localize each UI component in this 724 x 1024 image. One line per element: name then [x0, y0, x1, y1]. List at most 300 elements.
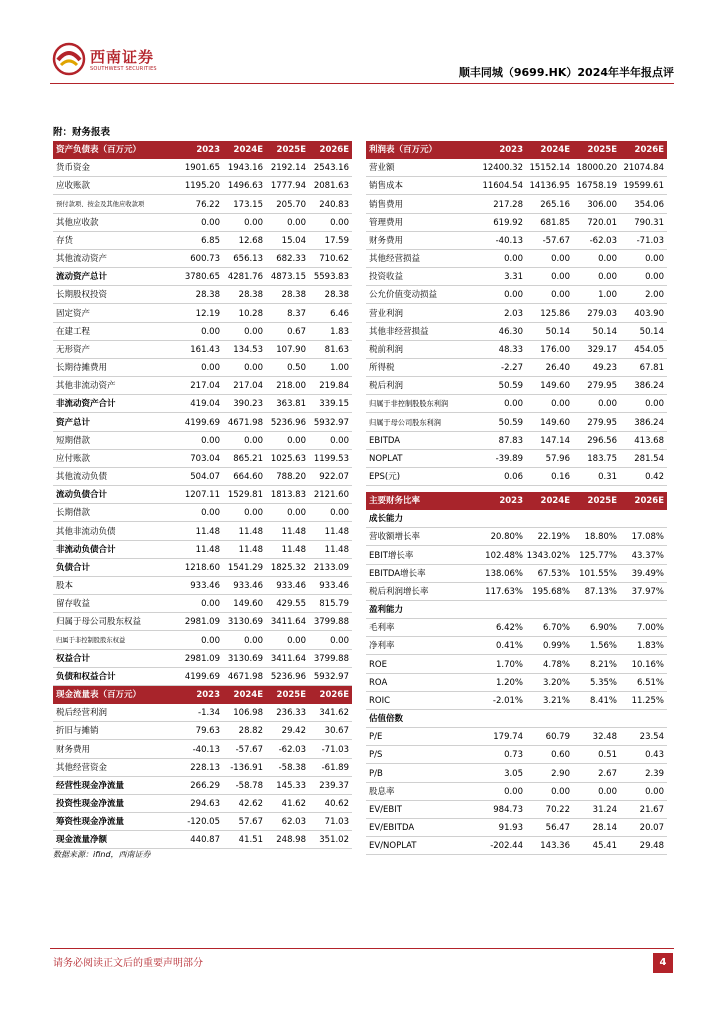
cell-value: 0.00 — [244, 217, 263, 228]
cell-value: 3780.65 — [184, 272, 220, 283]
table-row — [53, 341, 352, 359]
table-row — [53, 196, 352, 214]
cell-value: 17.08% — [631, 532, 664, 543]
cell-value: 22.19% — [537, 532, 570, 543]
table-row — [366, 305, 667, 323]
cell-value: 12.19 — [195, 308, 220, 319]
cell-value: 11.48 — [238, 526, 263, 537]
cell-value: 125.86 — [540, 308, 570, 319]
footer-divider — [50, 948, 674, 949]
cell-value: 18.80% — [584, 532, 617, 543]
column-header: 2025E — [587, 496, 617, 506]
table-row — [366, 359, 667, 377]
row-label: 营业利润 — [369, 308, 404, 319]
row-label: 筹资性现金净流量 — [56, 817, 125, 828]
brand-name: 西南证券 — [90, 48, 155, 66]
cell-value: 294.63 — [190, 799, 220, 810]
cell-value: 265.16 — [540, 199, 570, 210]
cell-value: 1199.53 — [313, 453, 349, 464]
cell-value: 2.00 — [645, 290, 664, 301]
cell-value: 504.07 — [190, 472, 220, 483]
cell-value: 619.92 — [493, 217, 523, 228]
cell-value: 49.23 — [592, 363, 617, 374]
cell-value: 45.41 — [592, 841, 617, 852]
table-row — [53, 577, 352, 595]
cell-value: 296.56 — [587, 435, 617, 446]
cell-value: 279.95 — [587, 381, 617, 392]
cell-value: 50.14 — [545, 326, 570, 337]
row-label: 短期借款 — [56, 435, 91, 446]
cell-value: 0.41% — [495, 641, 523, 652]
cell-value: 3799.88 — [313, 617, 349, 628]
cell-value: 50.59 — [498, 417, 523, 428]
cell-value: 161.43 — [190, 344, 220, 355]
cell-value: 1218.60 — [184, 562, 220, 573]
cell-value: 329.17 — [587, 344, 617, 355]
brand-logo-icon — [52, 42, 86, 76]
cell-value: -120.05 — [187, 817, 220, 828]
column-header: 2025E — [276, 690, 306, 700]
cell-value: 5.35% — [589, 677, 617, 688]
cell-value: 279.95 — [587, 417, 617, 428]
table-header-row — [53, 686, 352, 704]
column-header: 2023 — [196, 145, 220, 155]
cell-value: 1825.32 — [270, 562, 306, 573]
cell-value: 933.46 — [190, 581, 220, 592]
cell-value: 57.67 — [238, 817, 263, 828]
row-label: 税后经营利润 — [56, 708, 108, 719]
cell-value: 2981.09 — [184, 617, 220, 628]
cell-value: -136.91 — [230, 762, 263, 773]
cell-value: 1207.11 — [184, 490, 220, 501]
cell-value: 0.00 — [201, 635, 220, 646]
cell-value: 101.55% — [579, 568, 617, 579]
row-label: 固定资产 — [56, 308, 91, 319]
row-label: 成长能力 — [369, 514, 404, 525]
cell-value: 239.37 — [319, 780, 349, 791]
report-title: 顺丰同城（9699.HK）2024年半年报点评 — [458, 66, 674, 79]
table-row — [366, 232, 667, 250]
table-row — [366, 450, 667, 468]
row-label: 其他非流动资产 — [56, 381, 116, 392]
table-title: 资产负债表（百万元） — [56, 145, 142, 155]
table-row — [53, 450, 352, 468]
table-row — [366, 819, 667, 837]
row-label: 营收额增长率 — [369, 532, 421, 543]
table-row — [53, 486, 352, 504]
row-label: EBIT增长率 — [369, 550, 414, 561]
cell-value: 0.73 — [504, 750, 523, 761]
cell-value: 4199.69 — [184, 417, 220, 428]
cell-value: 50.14 — [592, 326, 617, 337]
cell-value: 0.00 — [201, 363, 220, 374]
cell-value: 0.99% — [542, 641, 570, 652]
cell-value: 363.81 — [276, 399, 306, 410]
cell-value: 1496.63 — [227, 181, 263, 192]
cell-value: 390.23 — [233, 399, 263, 410]
cell-value: -40.13 — [495, 235, 523, 246]
cell-value: 31.24 — [592, 804, 617, 815]
row-label: 税后利润 — [369, 381, 404, 392]
cell-value: 0.00 — [645, 399, 664, 410]
cell-value: 8.37 — [287, 308, 306, 319]
cell-value: 0.00 — [598, 786, 617, 797]
table-row — [366, 196, 667, 214]
row-label: 非流动资产合计 — [56, 399, 116, 410]
cell-value: 42.62 — [238, 799, 263, 810]
cell-value: 183.75 — [587, 453, 617, 464]
row-label: 归属于母公司股东权益 — [56, 617, 142, 628]
row-label: 流动负债合计 — [56, 490, 108, 501]
cell-value: 2192.14 — [270, 163, 306, 174]
table-row — [366, 432, 667, 450]
cell-value: 0.00 — [598, 399, 617, 410]
cell-value: 56.47 — [545, 823, 570, 834]
cell-value: 933.46 — [233, 581, 263, 592]
cell-value: 0.00 — [330, 435, 349, 446]
cell-value: 62.03 — [281, 817, 306, 828]
cell-value: 0.00 — [551, 786, 570, 797]
cell-value — [620, 510, 667, 528]
cell-value: 8.21% — [589, 659, 617, 670]
cell-value: 279.03 — [587, 308, 617, 319]
cell-value: 87.13% — [584, 586, 617, 597]
cell-value: 15.04 — [281, 235, 306, 246]
table-row — [366, 528, 667, 546]
table-row — [366, 377, 667, 395]
cell-value: 11.48 — [238, 544, 263, 555]
table-row — [53, 432, 352, 450]
cell-value: 306.00 — [587, 199, 617, 210]
data-source-note: 数据来源：ifind，西南证券 — [53, 850, 151, 859]
cell-value: 1777.94 — [270, 181, 306, 192]
table-row — [366, 177, 667, 195]
table-row — [53, 777, 352, 795]
cell-value: 23.54 — [639, 732, 664, 743]
cell-value: 71.03 — [324, 817, 349, 828]
cell-value: 16758.19 — [576, 181, 617, 192]
cell-value: -71.03 — [636, 235, 664, 246]
table-title: 利润表（百万元） — [369, 145, 438, 155]
cell-value: 266.29 — [190, 780, 220, 791]
table-row — [366, 656, 667, 674]
column-header: 2026E — [634, 496, 664, 506]
cell-value: 81.63 — [324, 344, 349, 355]
cell-value: 48.33 — [498, 344, 523, 355]
cell-value: 1.00 — [330, 363, 349, 374]
cell-value: 0.00 — [244, 326, 263, 337]
cell-value: 3.20% — [542, 677, 570, 688]
cell-value: 0.43 — [645, 750, 664, 761]
row-label: 在建工程 — [56, 326, 91, 337]
cell-value: 14136.95 — [529, 181, 570, 192]
cell-value: 1529.81 — [227, 490, 263, 501]
table-row — [366, 468, 667, 486]
cell-value: 720.01 — [587, 217, 617, 228]
cell-value: -57.67 — [542, 235, 570, 246]
table-row — [366, 837, 667, 855]
cell-value: 11604.54 — [482, 181, 523, 192]
cell-value: 60.79 — [545, 732, 570, 743]
cell-value: 2.03 — [504, 308, 523, 319]
cell-value: -71.03 — [321, 744, 349, 755]
cell-value: 0.00 — [504, 254, 523, 265]
cell-value — [526, 710, 573, 728]
cell-value: 12400.32 — [482, 163, 523, 174]
cell-value: 21.67 — [639, 804, 664, 815]
column-header: 2024E — [233, 690, 263, 700]
row-label: 预付款项、按金及其他应收款项 — [56, 200, 145, 208]
row-label: 净利率 — [369, 641, 395, 652]
table-row — [366, 728, 667, 746]
cell-value: 149.60 — [233, 599, 263, 610]
table-row — [366, 583, 667, 601]
cell-value: 0.67 — [287, 326, 306, 337]
cell-value: 11.48 — [281, 526, 306, 537]
table-row — [366, 510, 667, 528]
cell-value: 6.85 — [201, 235, 220, 246]
cell-value: 149.60 — [540, 381, 570, 392]
cell-value: -58.78 — [235, 780, 263, 791]
cell-value: 29.42 — [281, 726, 306, 737]
cell-value: 5236.96 — [270, 671, 306, 682]
cell-value: 0.00 — [598, 254, 617, 265]
cell-value: 4671.98 — [227, 417, 263, 428]
cell-value: 0.00 — [244, 508, 263, 519]
cell-value: 4671.98 — [227, 671, 263, 682]
cell-value: 6.70% — [542, 623, 570, 634]
cell-value: 0.00 — [201, 435, 220, 446]
row-label: 其他经营损益 — [369, 254, 421, 265]
cell-value: 403.90 — [634, 308, 664, 319]
table-row — [53, 541, 352, 559]
cell-value: 6.90% — [589, 623, 617, 634]
cell-value: 922.07 — [319, 472, 349, 483]
disclaimer-text: 请务必阅读正文后的重要声明部分 — [53, 958, 203, 969]
row-label: NOPLAT — [369, 453, 403, 464]
cell-value: 0.00 — [504, 399, 523, 410]
cell-value: 682.33 — [276, 254, 306, 265]
cell-value: 0.16 — [551, 472, 570, 483]
cell-value: 2121.60 — [313, 490, 349, 501]
cell-value: 29.48 — [639, 841, 664, 852]
row-label: 销售成本 — [369, 181, 404, 192]
row-label: 营业额 — [369, 163, 395, 174]
cell-value: 1.20% — [495, 677, 523, 688]
cell-value: 386.24 — [634, 381, 664, 392]
cell-value: 865.21 — [233, 453, 263, 464]
cell-value: 5932.97 — [313, 671, 349, 682]
cell-value: 8.41% — [589, 695, 617, 706]
table-row — [53, 159, 352, 177]
cell-value: 11.48 — [281, 544, 306, 555]
cell-value: 6.51% — [636, 677, 664, 688]
table-row — [366, 801, 667, 819]
cell-value: 0.00 — [645, 254, 664, 265]
table-row — [366, 637, 667, 655]
row-label: 经营性现金净流量 — [56, 780, 125, 791]
table-row — [366, 746, 667, 764]
cell-value — [620, 601, 667, 619]
cell-value: 788.20 — [276, 472, 306, 483]
cell-value: 50.59 — [498, 381, 523, 392]
cell-value: 429.55 — [276, 599, 306, 610]
table-row — [53, 377, 352, 395]
cell-value: 3.21% — [542, 695, 570, 706]
cell-value: 147.14 — [540, 435, 570, 446]
cell-value: 600.73 — [190, 254, 220, 265]
cell-value: 2.39 — [645, 768, 664, 779]
table-header-row — [53, 141, 352, 159]
cell-value: -1.34 — [198, 708, 220, 719]
row-label: 估值倍数 — [369, 714, 404, 725]
cell-value: 3.05 — [504, 768, 523, 779]
row-label: 公允价值变动损益 — [369, 290, 438, 301]
cell-value: 681.85 — [540, 217, 570, 228]
cell-value: 12.68 — [238, 235, 263, 246]
cell-value: 1541.29 — [227, 562, 263, 573]
cell-value: 28.38 — [238, 290, 263, 301]
row-label: 股息率 — [369, 786, 395, 797]
cell-value: 195.68% — [532, 586, 570, 597]
cell-value: 3411.64 — [270, 653, 306, 664]
row-label: EV/EBITDA — [369, 823, 415, 834]
cell-value: 0.31 — [598, 472, 617, 483]
cell-value: 354.06 — [634, 199, 664, 210]
table-row — [53, 286, 352, 304]
cell-value: 11.48 — [324, 526, 349, 537]
row-label: 盈利能力 — [369, 605, 404, 616]
cell-value: 0.00 — [244, 635, 263, 646]
cell-value: 413.68 — [634, 435, 664, 446]
cell-value: 0.00 — [201, 599, 220, 610]
cell-value: 39.49% — [631, 568, 664, 579]
column-header: 2024E — [540, 496, 570, 506]
cell-value: 76.22 — [195, 199, 220, 210]
cell-value: 454.05 — [634, 344, 664, 355]
cell-value: -57.67 — [235, 744, 263, 755]
table-row — [53, 722, 352, 740]
cell-value: 664.60 — [233, 472, 263, 483]
table-row — [366, 214, 667, 232]
cell-value: 67.53% — [537, 568, 570, 579]
cell-value: 125.77% — [579, 550, 617, 561]
table-row — [366, 395, 667, 413]
cell-value: 1943.16 — [227, 163, 263, 174]
row-label: 权益合计 — [56, 653, 91, 664]
cell-value: 4873.15 — [270, 272, 306, 283]
cell-value: 2.90 — [551, 768, 570, 779]
row-label: 其他经营资金 — [56, 762, 108, 773]
table-row — [366, 674, 667, 692]
table-title: 现金流量表（百万元） — [56, 690, 142, 700]
row-label: 其他非经营损益 — [369, 326, 429, 337]
cell-value: 3130.69 — [227, 653, 263, 664]
cell-value: 11.25% — [631, 695, 664, 706]
table-row — [366, 710, 667, 728]
cell-value: 0.00 — [287, 435, 306, 446]
row-label: 财务费用 — [56, 744, 91, 755]
table-row — [53, 795, 352, 813]
cell-value: 0.00 — [244, 363, 263, 374]
cell-value: 0.00 — [244, 435, 263, 446]
table-row — [366, 783, 667, 801]
cell-value: 20.07 — [639, 823, 664, 834]
cell-value — [573, 710, 620, 728]
table-row — [53, 395, 352, 413]
cell-value: 79.63 — [195, 726, 220, 737]
row-label: 毛利率 — [369, 623, 395, 634]
table-row — [366, 565, 667, 583]
cell-value: 341.62 — [319, 708, 349, 719]
cell-value: 2133.09 — [313, 562, 349, 573]
cell-value: 4281.76 — [227, 272, 263, 283]
cell-value: 1.00 — [598, 290, 617, 301]
table-row — [366, 601, 667, 619]
row-label: 应付账款 — [56, 453, 91, 464]
table-row — [53, 613, 352, 631]
row-label: EV/NOPLAT — [369, 841, 417, 852]
cell-value: 933.46 — [319, 581, 349, 592]
cell-value: 26.40 — [545, 363, 570, 374]
table-row — [366, 323, 667, 341]
cell-value: 2.67 — [598, 768, 617, 779]
cell-value: 1025.63 — [270, 453, 306, 464]
cell-value: 10.16% — [631, 659, 664, 670]
row-label: 长期待摊费用 — [56, 363, 108, 374]
table-row — [53, 704, 352, 722]
table-row — [53, 359, 352, 377]
cell-value: 0.00 — [551, 399, 570, 410]
row-label: 管理费用 — [369, 217, 404, 228]
table-row — [53, 813, 352, 831]
table-row — [366, 268, 667, 286]
cell-value: 218.00 — [276, 381, 306, 392]
table-row — [53, 323, 352, 341]
appendix-title: 附：财务报表 — [53, 127, 111, 138]
cell-value: -61.89 — [321, 762, 349, 773]
cell-value: 41.62 — [281, 799, 306, 810]
cell-value: 4199.69 — [184, 671, 220, 682]
row-label: 流动资产总计 — [56, 272, 108, 283]
cell-value: 176.00 — [540, 344, 570, 355]
cell-value: 0.42 — [645, 472, 664, 483]
cell-value: 2981.09 — [184, 653, 220, 664]
table-row — [53, 559, 352, 577]
table-row — [53, 177, 352, 195]
cell-value: 0.00 — [504, 290, 523, 301]
table-title: 主要财务比率 — [369, 496, 421, 506]
cell-value: 0.00 — [551, 290, 570, 301]
row-label: 存货 — [56, 235, 74, 246]
cell-value: 984.73 — [493, 804, 523, 815]
row-label: EPS(元) — [369, 472, 401, 483]
page-header — [50, 40, 674, 84]
row-label: P/E — [369, 732, 383, 743]
table-row — [53, 232, 352, 250]
cell-value: -40.13 — [192, 744, 220, 755]
row-label: 负债合计 — [56, 562, 91, 573]
row-label: 归属于非控制股股东利润 — [369, 399, 449, 409]
cell-value: 28.38 — [324, 290, 349, 301]
row-label: 资产总计 — [56, 417, 91, 428]
cell-value: 0.50 — [287, 363, 306, 374]
cell-value: 40.62 — [324, 799, 349, 810]
cell-value: 19599.61 — [623, 181, 664, 192]
row-label: EBITDA — [369, 435, 401, 446]
row-label: 税后利润增长率 — [369, 586, 429, 597]
cell-value: 2543.16 — [313, 163, 349, 174]
